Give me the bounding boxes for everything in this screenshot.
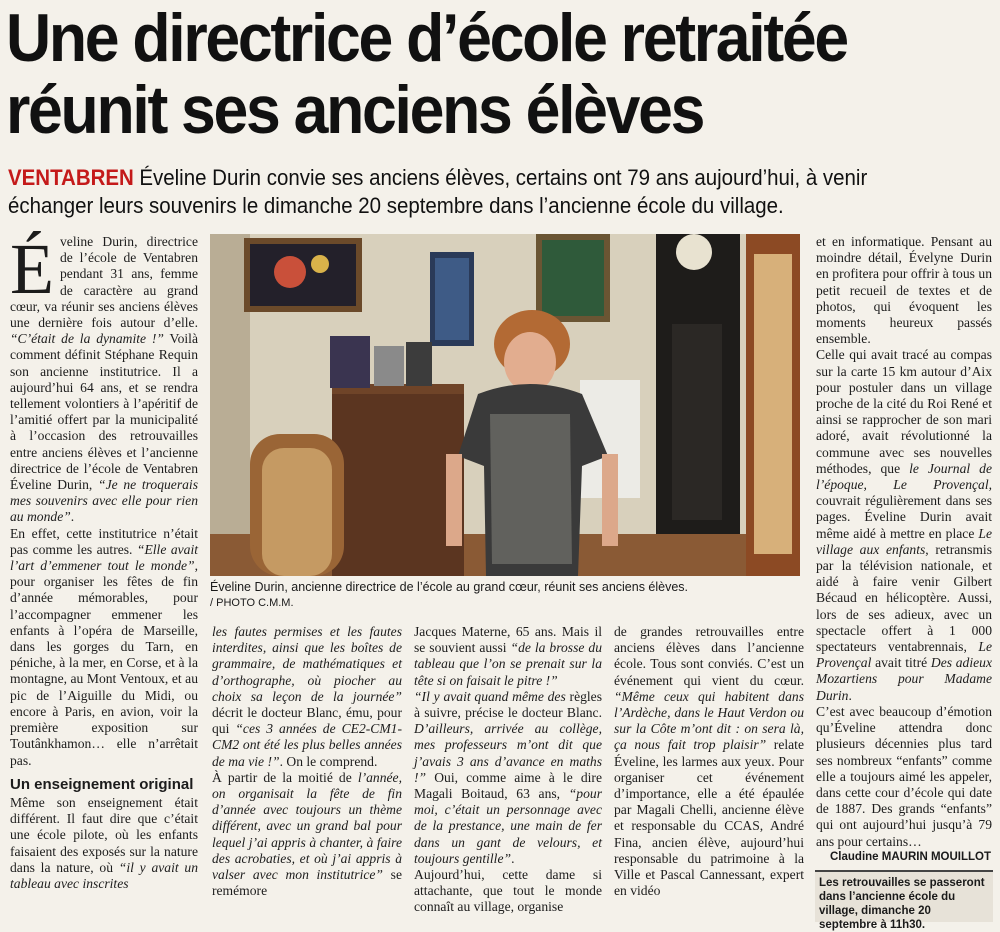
body-text: .: [70, 509, 75, 525]
body-text: Oui, comme aime à le dire Magali Boitaud, 63 ans,: [414, 769, 602, 802]
headline: [6, 2, 917, 146]
body-text: En effet, cette institutrice n’était pas comme les autres.: [10, 525, 198, 557]
body-text: À partir de la moitié de: [212, 769, 358, 785]
headline-line-1: Une directrice d’école retraitée: [6, 0, 847, 76]
body-text: .: [511, 850, 515, 866]
quote: D’ailleurs, arrivée au collège, mes professeurs m’ont dit que j’avais 3 ans d’avance en maths !”: [414, 721, 602, 785]
body-text: Même son enseignement était différent. Il faut dire que c’était une école pilote, où les enfants faisaient des exposés sur la nature dans la nature, où: [10, 794, 198, 875]
lead-text: Éveline Durin convie ses anciens élèves, certains ont 79 ans aujourd’hui, à venir échanger leurs souvenirs le dimanche 20 septembre dans l’ancienne école du village.: [8, 165, 868, 218]
body-text: .: [848, 687, 852, 703]
info-box: Les retrouvailles se passeront dans l’ancienne école du village, dimanche 20 septembre à 11h30.: [815, 870, 993, 922]
body-text: . On le comprend.: [279, 753, 378, 769]
publication-name: le Journal de l’époque, Le Provençal,: [816, 460, 992, 493]
body-text: et en informatique. Pensant au moindre détail, Évelyne Durin en profitera pour offrir à tous un petit recueil de textes et de photos, qui évoquent les moments heureux passés ensemble.: [816, 234, 992, 347]
quote: les fautes permises et les fautes interdites, ainsi que les boîtes de grammaire, de mathématiques et d’orthographe, où piocher au choix sa leçon de la journée”: [212, 624, 402, 704]
body-text: de grandes retrouvailles entre anciens élèves dans l’ancienne école. Tous sont conviés. C’est un événement qui vient du cœur.: [614, 624, 804, 688]
photo-caption: [210, 580, 800, 611]
body-text: avait titré: [871, 655, 931, 671]
publication-name: Le Provençal: [816, 639, 992, 671]
program-name: Le village aux enfants: [816, 525, 992, 557]
body-text: Aujourd’hui, cette dame si attachante, que tout le monde connaît au village, organise: [414, 867, 602, 915]
quote: l’année, on organisait la fête de fin d’année avec toujours un thème différent, avec un grand bal pour lequel j’ai appris à chanter, à faire des acrobaties, et où j’ai appris à valser avec mon institutrice”: [212, 769, 402, 883]
quote: “C’était de la dynamite !”: [10, 331, 164, 347]
photo-credit: / PHOTO C.M.M.: [210, 597, 294, 609]
quote: “Je ne troquerais mes souvenirs avec elle pour rien au monde”: [10, 477, 198, 525]
article-column-2: [212, 624, 402, 899]
body-text: , pour organiser les fêtes de fin d’année mémorables, pour l’accompagner emmener les enfants à l’opéra de Marseille, dans les gorges du Tarn, en péniche, à la mer, en Corse, et à la montagne, au Mont Ventoux, et au pic de l’Aiguille du Midi, ou encore à Paris, en avion, voir la première exposition sur Toutânkhamon… elle n’arrêtait pas.: [10, 558, 198, 768]
body-text: relate Éveline, les larmes aux yeux. Pour organiser cet événement d’importance, elle a été épaulée par Magali Chelli, ancienne élève et responsable du CCAS, André Fina, ancien élève, aujourd’hui responsable du patrimoine à la Ville et Pascal Cannessant, expert en vidéo: [614, 737, 804, 899]
body-text: décrit le docteur Blanc, ému, pour qui: [212, 705, 402, 737]
quote: “il y avait un tableau avec inscrites: [10, 859, 198, 891]
lead-paragraph: [8, 164, 924, 220]
quote: “Elle avait l’art d’emmener tout le monde”: [10, 541, 199, 574]
quote: “Même ceux qui habitent dans l’Ardèche, dans le Haut Verdon ou sur la Côte m’ont dit : on sera là, ça nous fait trop plaisir”: [614, 688, 804, 753]
article-column-3: [414, 624, 602, 916]
body-text: se remémore: [212, 867, 402, 899]
location-kicker: VENTABREN: [8, 165, 134, 190]
body-text: , retransmis par la télévision nationale, et aidé à faire venir Gilbert Bécaud en hélicoptère. Aussi, lors de ses adieux, avec un spectacle offert à 1 000 spectateurs ventabrennais,: [816, 541, 992, 655]
article-photo: [210, 234, 800, 576]
article-column-5: [816, 234, 992, 850]
quote: “pour moi, c’était un personnage avec de la prestance, une main de fer dans un gant de velours, et toujours gentille”: [414, 786, 602, 866]
headline-line-2: réunit ses anciens élèves: [6, 72, 704, 148]
subheading: Un enseignement original: [10, 775, 194, 793]
body-text: C’est avec beaucoup d’émotion qu’Éveline attendra donc plusieurs décennies plus tard ses nombreux “enfants” comme elle a toujours aimé les appeler, dans cette cour d’école qui date de 1887. Des grands “enfants” qui ont aujourd’hui jusqu’à 79 ans pour certains…: [816, 703, 992, 849]
caption-text: Éveline Durin, ancienne directrice de l’école au grand cœur, réunit ses anciens élèves.: [210, 580, 689, 594]
article-column-1: [10, 229, 199, 892]
body-text: veline Durin, directrice de l’école de Ventabren pendant 31 ans, femme de caractère au grand cœur, va réunir ses anciens élèves une dernière fois autour d’elle.: [10, 234, 198, 331]
body-text: Jacques Materne, 65 ans. Mais il se souvient aussi: [414, 624, 602, 656]
article-title: Des adieux Mozartiens pour Madame Durin: [816, 655, 992, 703]
quote: “Il y avait quand même des: [414, 688, 566, 704]
photo-illustration: [210, 234, 800, 576]
body-text: couvrait régulièrement dans ses pages. Éveline Durin avait même aidé à mettre en place: [816, 493, 992, 541]
body-text: Voilà comment définit Stéphane Requin son ancienne institutrice. Il a aujourd’hui 64 ans, et se rendra tellement volontiers à l’apéritif de l’amitié offert par la municipalité à l’occasion des retrouvailles entre anciens élèves et l’ancienne directrice de l’école de Ventabren Éveline Durin,: [10, 331, 198, 493]
drop-cap: É: [10, 229, 54, 309]
article-column-4: [614, 624, 804, 899]
body-text: Celle qui avait tracé au compas sur la carte 15 km autour d’Aix pour postuler dans un village proche de la cité du Roi René et ainsi se rapprocher de son mari adoré, avait révolutionné la commune avec ses nouvelles méthodes, que: [816, 347, 992, 476]
quote: “ces 3 années de CE2-CM1-CM2 ont été les plus belles années de ma vie !”: [212, 721, 402, 769]
body-text: règles à suivre, précise le docteur Blanc.: [414, 688, 602, 721]
author-signature: Claudine MAURIN MOUILLOT: [830, 851, 991, 863]
quote: “de la brosse du tableau que l’on se prenait sur la tête si on faisait le pitre !”: [414, 640, 602, 688]
